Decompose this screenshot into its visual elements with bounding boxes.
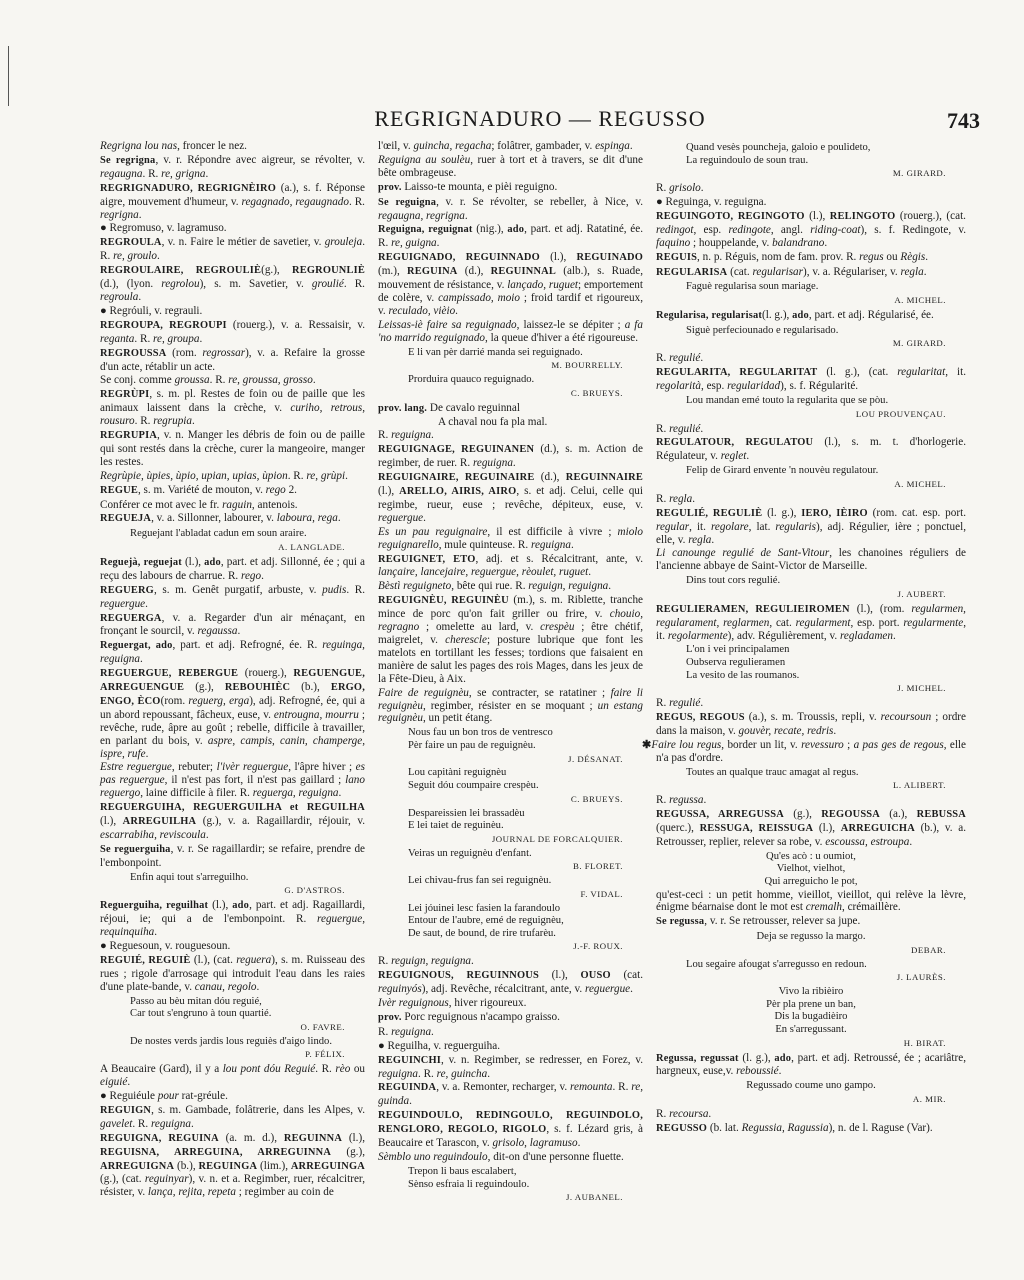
dictionary-entry: REGUINDOULO, REDINGOULO, REGUINDOLO, RENGLORO, REGOLO, RIGOLO, s. f. Lézard gris, à Beaucaire et Tarascon, v. grisolo, lagramuso.	[378, 1110, 643, 1150]
dictionary-entry: REGROULAIRE, REGROULIÈ(g.), REGROUNLIÈ (d.), (lyon. regrolou), s. m. Savetier, v. groulié. R. regroula.	[100, 264, 366, 303]
citation-quote: Veiras un reguignèu d'enfant.	[408, 847, 532, 859]
dictionary-entry: Se conj. comme groussa. R. re, groussa, grosso.	[100, 374, 316, 387]
column-3	[642, 140, 967, 1137]
citation-quote: Lou mandan emé touto la regularita que se pòu.	[686, 395, 889, 407]
citation-author: J. LAURÈS.	[896, 972, 946, 983]
dictionary-entry: ● Reguilha, v. reguerguiha.	[378, 1039, 501, 1052]
citation-quote: Trepon li baus escalabert, Sènso esfraia li reguindoulo.	[408, 1165, 530, 1190]
dictionary-entry: REGUE, s. m. Variété de mouton, v. rego 2.	[100, 483, 297, 496]
citation-quote: Despareissien lei brassadèu E lei taiet de reguinèu.	[408, 807, 525, 832]
citation-author: F. VIDAL.	[580, 888, 623, 899]
dictionary-entry: REGUIGNOUS, REGUINNOUS (l.), OUSO (cat. reguinyós), adj. Revêche, récalcitrant, ante, v. reguergue.	[378, 969, 644, 996]
dictionary-entry: REGUIGNET, ETO, adj. et s. Récalcitrant, ante, v. lançaire, lancejaire, reguergue, rèoulet, ruguet.	[378, 552, 644, 579]
asterisk-icon: ✱	[642, 738, 652, 751]
citation-author: LOU PROUVENÇAU.	[855, 408, 946, 419]
dictionary-entry: R. regla.	[656, 492, 696, 505]
dictionary-entry: REGROUPA, REGROUPI (rouerg.), v. a. Ressaisir, v. reganta. R. re, groupa.	[100, 318, 366, 345]
dictionary-entry: R. reguign, reguigna.	[378, 955, 474, 968]
citation-author: A. MICHEL.	[894, 295, 946, 306]
dictionary-entry: REGUINCHI, v. n. Regimber, se redresser, en Forez, v. reguigna. R. re, guincha.	[378, 1053, 643, 1080]
dictionary-entry: REGROUSSA (rom. regrossar), v. a. Refaire la grosse d'un acte, rétablir un acte.	[100, 346, 365, 373]
citation-author: J. DÉSANAT.	[568, 753, 623, 764]
citation-quote: Lei chivau-frus fan sei reguignèu.	[408, 875, 552, 887]
citation-author: P. FÉLIX.	[305, 1049, 345, 1060]
dictionary-entry: Bèstì reguigneto, bête qui rue. R. reguign, reguigna.	[378, 580, 612, 593]
dictionary-entry: Li canounge regulié de Sant-Vitour, les chanoines réguliers de l'ancienne abbaye de Saint-Victor de Marseille.	[656, 547, 966, 573]
citation-quote: Toutes an qualque trauc amagat al regus.	[686, 766, 859, 778]
dictionary-entry: Reguergat, ado, part. et adj. Refrogné, ée. R. reguinga, reguigna.	[100, 639, 365, 666]
dictionary-entry: A Beaucaire (Gard), il y a lou pont dóu Reguié. R. rèo ou eiguié.	[100, 1063, 366, 1089]
dictionary-entry: Reguejà, reguejat (l.), ado, part. et adj. Sillonné, ée ; qui a reçu des labours de charrue. R. rego.	[100, 555, 365, 582]
citation-quote: Qu'es acò : u oumiot, Vielhot, vielhot, Qui arreguicho le pot,	[764, 850, 858, 887]
citation-quote: Passo au bèu mitan dóu reguié, Car tout s'engruno à toun quartié.	[130, 995, 272, 1020]
dictionary-entry: R. grisolo.	[656, 182, 704, 195]
citation-quote: Prorduira quauco reguignado.	[408, 374, 535, 386]
dictionary-entry: Reguerguiha, reguilhat (l.), ado, part. et adj. Ragaillardi, réjoui, ie; qui a de l'embonpoint. R. reguergue, requinquiha.	[100, 899, 366, 939]
dictionary-entry: REGROULA, v. n. Faire le métier de savetier, v. grouleja. R. re, groulo.	[100, 236, 365, 263]
dictionary-entry: Se regrigna, v. r. Répondre avec aigreur, se révolter, v. regaugna. R. re, grigna.	[100, 153, 365, 180]
dictionary-entry: REGUSSA, ARREGUSSA (g.), REGOUSSA (a.), REBUSSA (querc.), RESSUGA, REISSUGA (l.), ARREGUICHA (b.), v. a. Retrousser, replier, relever sa robe, v. escoussa, estroupa.	[656, 808, 966, 848]
citation-author: C. BRUEYS.	[570, 387, 623, 398]
dictionary-entry: ✱Faire lou regus, border un lit, v. revessuro ; a pas ges de regous, elle n'a pas d'ordre.	[642, 738, 966, 764]
dictionary-entry: REGUSSO (b. lat. Regussia, Ragussia), n. de l. Raguse (Var).	[656, 1121, 933, 1134]
dictionary-entry: REGUINDA, v. a. Remonter, recharger, v. remounta. R. re, guinda.	[378, 1081, 643, 1108]
column-1	[100, 140, 365, 1200]
dictionary-entry: Regrùpie, ùpies, ùpio, upian, upias, ùpion. R. re, grùpi.	[100, 469, 348, 482]
dictionary-entry: Faire de reguignèu, se contracter, se ratatiner ; faire li reguignèu, regimber, résister en se moquant ; un estang reguignèu, un petit étang.	[378, 686, 643, 725]
citation-quote: De nostes verds jardis lous reguiès d'aigo lindo.	[130, 1035, 332, 1047]
dictionary-entry: REGULIERAMEN, REGULIEIROMEN (l.), (rom. regularmen, regularament, reglarmen, cat. regularment, esp. port. regularmente, it. regolarmente), adv. Régulièrement, v. regladamen.	[656, 602, 966, 642]
dictionary-entry: REGUERG, s. m. Genêt purgatif, arbuste, v. pudis. R. reguergue.	[100, 583, 366, 610]
dictionary-entry: Reguigna, reguignat (nig.), ado, part. et adj. Ratatiné, ée. R. re, guigna.	[378, 223, 644, 250]
dictionary-entry: REGRUPIA, v. n. Manger les débris de foin ou de paille qui sont restés dans la crèche, curer la mangeoire, manger les restes.	[100, 429, 365, 468]
dictionary-entry: REGUIGN, s. m. Gambade, folâtrerie, dans les Alpes, v. gavelet. R. reguigna.	[100, 1103, 365, 1130]
citation-quote: Regussado coume uno gampo.	[746, 1080, 876, 1092]
citation-author: J.-F. ROUX.	[573, 941, 623, 952]
dictionary-entry: Se reguigna, v. r. Se révolter, se rebeller, à Nice, v. regaugna, regrigna.	[378, 195, 643, 222]
dictionary-entry: REGUS, REGOUS (a.), s. m. Troussis, repli, v. recoursoun ; ordre dans la maison, v. gouvèr, recate, redris.	[656, 711, 966, 737]
running-head: REGRIGNADURO — REGUSSO	[374, 106, 706, 131]
dictionary-entry: Regrigna lou nas, froncer le nez.	[100, 140, 247, 152]
citation-author: J. AUBERT.	[897, 588, 946, 599]
dictionary-entry: Conférer ce mot avec le fr. raguin, antenois.	[100, 498, 298, 511]
dictionary-entry: R. recoursa.	[656, 1107, 712, 1120]
citation-author: A. MIR.	[912, 1093, 946, 1104]
citation-author: M. GIRARD.	[892, 168, 946, 179]
dictionary-entry: REGUIS, n. p. Réguis, nom de fam. prov. R. regus ou Règis.	[656, 250, 929, 263]
citation-author: A. LANGLADE.	[278, 541, 345, 552]
citation-quote: Dins tout cors regulié.	[686, 575, 781, 587]
citation-author: C. BRUEYS.	[570, 793, 623, 804]
citation-author: J. MICHEL.	[897, 683, 946, 694]
dictionary-entry: ● Regromuso, v. lagramuso.	[100, 222, 227, 235]
dictionary-entry: REGUERGA, v. a. Regarder d'un air ménaçant, en fronçant le sourcil, v. regaussa.	[100, 611, 365, 638]
dictionary-entry: REGULARITA, REGULARITAT (l. g.), (cat. regularitat, it. regolarità, esp. regularidad), s. f. Régularité.	[656, 366, 966, 393]
dictionary-entry: REGRIGNADURO, REGRIGNÈIRO (a.), s. f. Réponse aigre, mouvement d'humeur, v. regagnado, regaugnado. R. regrigna.	[100, 181, 365, 221]
dictionary-entry: Regularisa, regularisat(l. g.), ado, part. et adj. Régularisé, ée.	[656, 308, 934, 321]
dictionary-entry: Estre reguergue, rebuter; l'ivèr reguergue, l'âpre hiver ; es pas reguergue, il n'est pas fort, il n'est pas gaillard ; lano reguergo, laine difficile à filer. R. reguerga, reguigna.	[100, 761, 365, 800]
page-header	[100, 106, 980, 133]
dictionary-entry: Sèmblo uno reguindoulo, dit-on d'une personne fluette.	[378, 1151, 624, 1163]
citation-quote: Vivo la ribièiro Pèr pla prene un ban, Dis la bugadièiro En s'arregussant.	[766, 986, 856, 1036]
citation-author: G. D'ASTROS.	[284, 885, 345, 896]
dictionary-entry: REGUIGNAGE, REGUINANEN (d.), s. m. Action de regimber, de ruer. R. reguigna.	[378, 443, 643, 470]
dictionary-entry: l'œil, v. guincha, regacha; folâtrer, gambader, v. espinga.	[378, 140, 633, 152]
citation-quote: Lou segaire afougat s'arregusso en redoun.	[686, 958, 867, 970]
column-2	[378, 140, 643, 1206]
dictionary-entry: R. reguigna.	[378, 1025, 434, 1038]
citation-author: L. ALIBERT.	[893, 780, 946, 791]
dictionary-entry: ● Reguinga, v. reguigna.	[656, 196, 767, 208]
dictionary-entry: ● Regróuli, v. regrauli.	[100, 304, 203, 317]
citation-author: A. MICHEL.	[894, 478, 946, 489]
citation-quote: Enfin aqui tout s'arreguilho.	[130, 871, 249, 883]
dictionary-entry: REGUIGNA, REGUINA (a. m. d.), REGUINNA (l.), REGUISNA, ARREGUINA, ARREGUINNA (g.), ARREGUIGNA (b.), REGUINGA (lim.), ARREGUINGA (g.), (cat. reguinyar), v. n. et a. Regimber, ruer, récalcitrer, résister, v. lança, rejita, repeta ; regimber au coin de	[100, 1131, 365, 1199]
dictionary-entry: R. regulié.	[656, 352, 704, 365]
citation-quote: L'on i vei principalamen Oubserva regulieramen La vesito de las roumanos.	[686, 644, 800, 681]
dictionary-entry: Reguigna au soulèu, ruer à tort et à travers, se dit d'une bête ombrageuse.	[378, 153, 643, 179]
dictionary-entry: ● Reguiéule pour rat-gréule.	[100, 1089, 228, 1102]
dictionary-entry: REGUINGOTO, REGINGOTO (l.), RELINGOTO (rouerg.), (cat. redingot, esp. redingote, angl. riding-coat), s. f. Redingote, v. faquino ; houppelande, v. balandrano.	[656, 209, 967, 249]
citation-quote: Nous fau un bon tros de ventresco Pèr faire un pau de reguignèu.	[408, 727, 553, 751]
dictionary-entry: Se regussa, v. r. Se retrousser, relever sa jupe.	[656, 915, 861, 928]
citation-quote: E li van pèr darrié manda sei reguignado.	[408, 346, 583, 358]
dictionary-entry: qu'est-ceci : un petit homme, vieillot, vieillot, qui relève la lèvre, énigme béarnaise dont le mot est cremalh, crémaillère.	[656, 888, 966, 914]
citation-author: M. BOURRELLY.	[551, 360, 623, 371]
citation-author: B. FLORET.	[572, 861, 623, 872]
citation-quote: Siguè perfeciounado e regularisado.	[686, 324, 839, 336]
dictionary-entry: Leissas-iè faire sa reguignado, laissez-le se dépiter ; a fa 'no marrido reguignado, la queue d'hiver a été rigoureuse.	[378, 318, 644, 344]
citation-author: DEBAR.	[910, 944, 946, 955]
dictionary-entry: R. reguigna.	[378, 429, 434, 442]
dictionary-entry: Es un pau reguignaire, il est difficile à vivre ; miolo reguignarello, mule quinteuse. R. reguigna.	[378, 525, 643, 551]
citation-author: M. GIRARD.	[892, 338, 946, 349]
dictionary-entry: REGUIGNADO, REGUINNADO (l.), REGUINADO (m.), REGUINA (d.), REGUINNAL (alb.), s. Ruade, mouvement de résistance, v. lançado, ruguet; emportement de colère, v. campissado, moio ; froid tardif et rigoureux, v. reculado, vièio.	[378, 251, 644, 317]
dictionary-entry: REGUIÉ, REGUIÈ (l.), (cat. reguera), s. m. Ruisseau des rues ; rigole d'arrosage qui introduit l'eau dans les raies d'une plate-bande, v. canau, regolo.	[100, 953, 365, 993]
citation-author: O. FAVRE.	[300, 1021, 345, 1032]
dictionary-entry: Regussa, regussat (l. g.), ado, part. et adj. Retroussé, ée ; acariâtre, hargneux, euse,v. reboussié.	[656, 1051, 966, 1078]
dictionary-entry: R. regulié.	[656, 422, 704, 435]
dictionary-entry: ● Reguesoun, v. rouguesoun.	[100, 939, 231, 952]
dictionary-entry: REGUERGUE, REBERGUE (rouerg.), REGUENGUE, ARREGUENGUE (g.), REBOUHIÈC (b.), ERGO, ENGO, ÈCO(rom. reguerg, erga), adj. Refrogné, ée, qui a un abord repoussant, fâcheux, euse, v. entrougna, mourru ; revêche, rude, âpre au goût ; rebelle, difficile à travailler, en parlant du bois, v. aspre, campis, canin, champerge, ispre, rufe.	[100, 667, 366, 760]
citation-quote: Lei jóuinei lesc fasien la farandoulo Entour de l'aubre, emé de reguignèu, De saut, de bound, de rire trufarèu.	[408, 902, 564, 939]
citation-author: H. BIRAT.	[903, 1037, 946, 1048]
dictionary-entry: R. regussa.	[656, 794, 707, 807]
citation-author: J. AUBANEL.	[565, 1192, 623, 1203]
dictionary-entry: REGULIÉ, REGULIÈ (l. g.), IERO, IÈIRO (rom. cat. esp. port. regular, it. regolare, lat. regularis), adj. Régulier, ière ; ponctuel, elle, v. regla.	[656, 506, 966, 546]
page-number: 743	[947, 108, 980, 133]
dictionary-entry: Se reguerguiha, v. r. Se ragaillardir; se refaire, prendre de l'embonpoint.	[100, 842, 366, 869]
citation-quote: Deja se regusso la margo.	[756, 931, 866, 943]
dictionary-entry: prov. Laisso-te mounta, e pièi reguigno.	[378, 180, 558, 193]
citation-quote: Reguejant l'abladat cadun em soun araire.	[130, 528, 307, 540]
dictionary-entry: REGULATOUR, REGULATOU (l.), s. m. t. d'horlogerie. Régulateur, v. reglet.	[656, 436, 967, 463]
citation-quote: Faguè regularisa soun mariage.	[686, 281, 819, 293]
citation-author: JOURNAL DE FORCALQUIER.	[491, 833, 623, 844]
citation-quote: Lou capitàni reguignèu Seguit dóu coumpaire crespèu.	[408, 767, 539, 792]
margin-rule	[8, 46, 9, 106]
dictionary-entry: Ivèr reguignous, hiver rigoureux.	[378, 997, 527, 1010]
dictionary-entry: REGUEJA, v. a. Sillonner, labourer, v. laboura, rega.	[100, 512, 341, 525]
dictionary-entry: REGRÙPI, s. m. pl. Restes de foin ou de paille que les animaux laissent dans la crèche, v. curiho, retrous, rousuro. R. regrupia.	[100, 388, 365, 428]
dictionary-entry: REGUIGNAIRE, REGUINAIRE (d.), REGUINNAIRE (l.), ARELLO, AIRIS, AIRO, s. et adj. Celui, celle qui regimbe, rueur, euse ; revêche, dépiteux, euse, v. reguergue.	[378, 471, 643, 524]
citation-quote: Quand vesès pouncheja, galoio e poulideto, La reguindoulo de soun trau.	[686, 142, 871, 166]
dictionary-entry: REGUIGNÈU, REGUINÈU (m.), s. m. Riblette, tranche mince de porc qu'on fait griller ou frire, v. chouio, regragno ; omelette au lard, v. crespèu ; être chétif, maigrelet, v. cherescle; posture lubrique que font les matelots en tortillant les fesses; tordions que faisaient en manière de salut les pages des rois Mages, dans les jeux de la Fête-Dieu, à Aix.	[378, 594, 644, 685]
citation-quote: Felip de Girard envente 'n nouvèu regulatour.	[686, 465, 879, 477]
dictionary-entry: prov. lang. De cavalo reguinnal A chaval nou fa pla mal.	[378, 401, 548, 428]
dictionary-entry: REGULARISA (cat. regularisar), v. a. Régulariser, v. regla.	[656, 265, 927, 278]
dictionary-entry: R. regulié.	[656, 697, 704, 710]
dictionary-entry: REGUERGUIHA, REGUERGUILHA et REGUILHA (l.), ARREGUILHA (g.), v. a. Ragaillardir, réjouir, v. escarrabiha, reviscoula.	[100, 802, 365, 841]
dictionary-entry: prov. Porc reguignous n'acampo graisso.	[378, 1010, 560, 1023]
